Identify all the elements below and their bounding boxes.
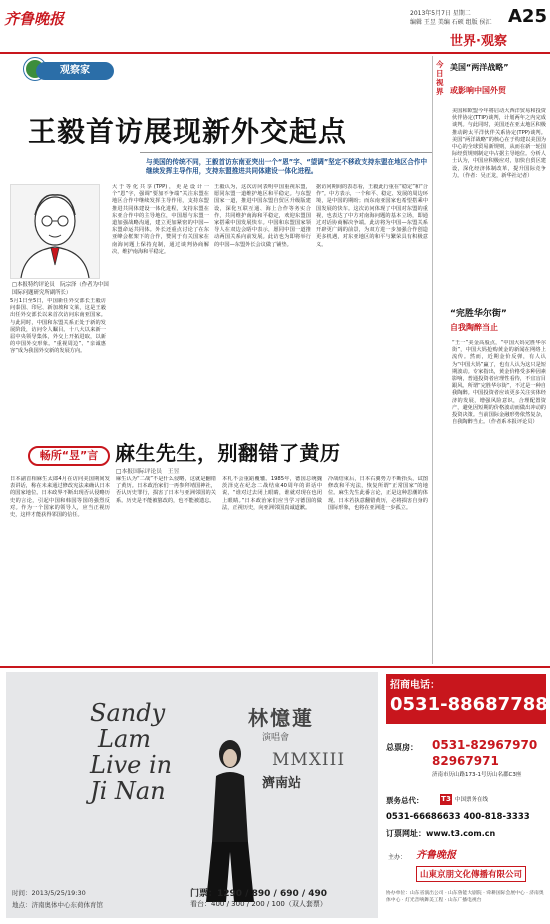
article-column: 麻生认为“二战”不是什么侵略，这就是翻错了黄历。日本政治家们一再参拜靖国神社，否认历史罪行，损害了日本与亚洲邻国的关系。历史是不能被篡改的，也不能被遗忘。	[116, 476, 216, 504]
sidebar-headline: 美国“两洋战略”	[450, 63, 509, 72]
sidebar-body: 美国和欧盟今年将启动大西洋贸易和投资伙伴协定(TTIP)谈判，计划两年之内完成谈判。与此同时，美国还在亚太地区积极推动跨太平洋伙伴关系协定(TPP)谈判。美国“两洋战略”的核心在于构建以美国为中心的全球贸易新规则，从而在新一轮国际经贸规则制定中占据主导地位。分析人士认为，中国应积极应对，加快自贸区建设，深化经济体制改革，提升国际竞争力。（作者：吴正龙，新华社记者）	[452, 108, 546, 179]
ticket-agent-label: 票务总代：	[386, 796, 424, 805]
concert-year: MMXIII	[272, 750, 346, 770]
box-office-number-2: 82967971	[432, 754, 499, 768]
sidebar-headline-2: “完胜华尔街”	[450, 309, 507, 319]
concert-label: 演唱會	[262, 733, 290, 743]
author-caption: □本报特约评论员 阮宗泽（作者为中国国际问题研究所副所长）	[12, 282, 109, 296]
ticket-prices-2: 看台：400 / 300 / 200 / 100（双人套票）	[190, 900, 327, 908]
host-label: 主办：	[388, 854, 407, 861]
page-number: A25	[508, 6, 547, 27]
ticket-agent-numbers: 0531-66686633 400-818-3333	[386, 812, 530, 822]
newspaper-logo: 齐鲁晚报	[4, 10, 65, 28]
singer-photo	[200, 732, 260, 902]
article2-byline: □本报国际评论员 王昱	[116, 469, 180, 475]
article-column: 王毅认为，这次访问表明中国重视东盟，愿同东盟一道维护地区和平稳定。与东盟国家一道，推进中国东盟自贸区升级版建设，深化互联互通、海上合作等务实合作，共同维护南海和平稳定，欢迎东盟国家搭乘中国发展快车。中国和东盟国家领导人在双边会晤中表示，愿同中国一道推动两国关系向前发展。此访也为即将举行的中国—东盟外长会议做了铺垫。	[214, 184, 311, 248]
column-kicker: 观察家	[36, 62, 114, 80]
sidebar-divider	[432, 56, 433, 664]
concert-venue: 地点：济南奥体中心东荷体育馆	[12, 901, 103, 909]
ticket-prices: 门票：1290 / 890 / 690 / 490	[190, 889, 328, 899]
deck-divider	[140, 152, 432, 153]
issue-date: 2013年5月7日 星期二	[410, 10, 471, 17]
sponsor-list: 协办单位：山东省演出公司 · 山东鲁能大剧院 · 舜耕国际会展中心 · 济南奥体中心 · 灯光音响舞美工程 · 山东广播电视台	[386, 891, 544, 903]
concert-city: 濟南站	[262, 776, 302, 791]
concert-time: 时间：2013/5/25/19:30	[12, 889, 86, 897]
singer-name-cn: 林憶蓮	[248, 706, 314, 730]
box-office-label: 总票房：	[386, 743, 418, 752]
concert-poster	[6, 672, 378, 918]
sidebar-subhead: 或影响中国外贸	[450, 86, 506, 95]
sidebar-subhead-2: 自我陶醉当止	[450, 323, 498, 332]
article-column: 大于等化共享(TPP)，更是设计一个“恩”字，强调“要加不争端”关注东盟在地区合作中继续发挥主导作用，支持东盟推进共同体建设一体化进程，支持东盟在东亚合作中的主导地位，中国愿与东盟一道加强战略沟通，建立更加紧密的中国—东盟命运共同体。外长还重点讨论了在东亚峰会框架下的合作，赞同于有关国家在南海问题上保持克制，通过谈判协商解决，维护南海和平稳定。	[112, 184, 209, 255]
organizer-name: 山東京朋文化傳播有限公司	[416, 866, 526, 882]
article-column: 据访问期间的表态看，王毅此行重在“稳定”和“合作”。中方表示，一个和平、稳定、发展的周边环境，是中国的期盼；而东南亚国家也希望搭乘中国发展的快车。这次访问体现了中国对东盟的重视，也表达了中方对南海问题的基本立场，即通过对话协商解决争端。此访将为中国—东盟关系开辟更广阔的前景，为双方进一步加强合作创造更多机遇，对东亚地区的和平与繁荣具有积极意义。	[316, 184, 428, 248]
article-column: 冷战结束后，日本右翼势力不断抬头，试图修改和平宪法，恢复所谓“正常国家”的地位。麻生先生此番言论，正是这种思潮的体现。日本若执意翻错黄历，必将损害自身的国际形象，也将在亚洲进一步孤立。	[328, 476, 428, 511]
sidebar-vertical-title: 今日视界	[436, 60, 444, 96]
section-title: 世界·观察	[450, 34, 507, 49]
editor-credits: 编辑 王昱 美编 石硕 组版 侯汇	[410, 19, 492, 26]
article2-headline: 麻生先生，别翻错了黄历	[115, 441, 341, 465]
singer-name-en: Sandy Lam Live in Ji Nan	[90, 699, 173, 805]
author-portrait	[10, 184, 100, 279]
sidebar-body-2: “王一”美金高股点，“中国大妈完胜华尔街”，中国大妈抢购黄金的新闻在网络上流传。然而，近期金价反弹，有人认为“中国大妈”赢了，也有人认为这只是短期波动。专家指出，黄金价格受多种因素影响，普通投资者应理性看待，不宜盲目跟风。所谓“完胜华尔街”，不过是一种自我陶醉。中国投资者应该更多关注实体经济的发展，增强风险意识，合理配置资产，避免因短期的价格波动而做出冲动的投资决策。当前国际金融形势依然复杂，自我陶醉当止。（作者系本报评论员）	[452, 340, 546, 426]
t3-name: 中国票务在线	[455, 797, 489, 803]
box-office-number: 0531-82967970	[432, 738, 538, 752]
main-headline: 王毅首访展现新外交起点	[28, 115, 348, 148]
article-column: 本札不会重蹈覆辙。1985年，德国总统魏茨泽克在纪念二战结束40周年的讲话中说，“谁对过去闭上眼睛，谁就对现在也闭上眼睛。”日本政治家们应当学习德国的做法，正视历史，向亚洲邻国真诚道歉。	[222, 476, 322, 511]
host-logo: 齐鲁晚报	[416, 850, 456, 861]
article-column: 日本副首相麻生太郎4月在访问美国期间发表讲话，称在未来通过修改宪法来确认日本的国家地位。日本政界不断出现否认侵略历史的言论，引起中国和韩国等国的强烈反对。作为一个国家的领导人，应当正视历史，这样才能获得邻国的信任。	[10, 476, 110, 519]
column-kicker-2: 畅所“昱”言	[28, 446, 110, 466]
headline-deck: 与美国的传统不同，王毅首访东南亚突出一个“恩”字、“望调”坚定不移政支持东盟在地区合作中继续发挥主导作用，支持东盟推进共同体建设一体化进程。	[146, 158, 428, 175]
ticket-website[interactable]: 订票网址：www.t3.com.cn	[386, 829, 496, 838]
article-column: 5月1日至5日，中国新任外交部长王毅访问泰国、印尼、新加坡和文莱，这是王毅出任外交部长以来首次访问东南亚国家。与此同时，中国和东盟关系正处于新的发展阶段，访问令人瞩目。十八大以来新一届中央领导集体，外交上开拓进取，以新的中国外交形象。“重视周边”、“亲诚惠容”成为我国外交新的发展方向。	[10, 298, 106, 355]
hotline-label: 招商电话：	[390, 680, 440, 691]
box-office-address: 济南市历山路173-1号历山名郡C3座	[432, 772, 522, 778]
t3-logo: T3	[441, 795, 451, 803]
header-divider	[0, 52, 550, 54]
hotline-number: 0531-88687788	[390, 694, 548, 715]
